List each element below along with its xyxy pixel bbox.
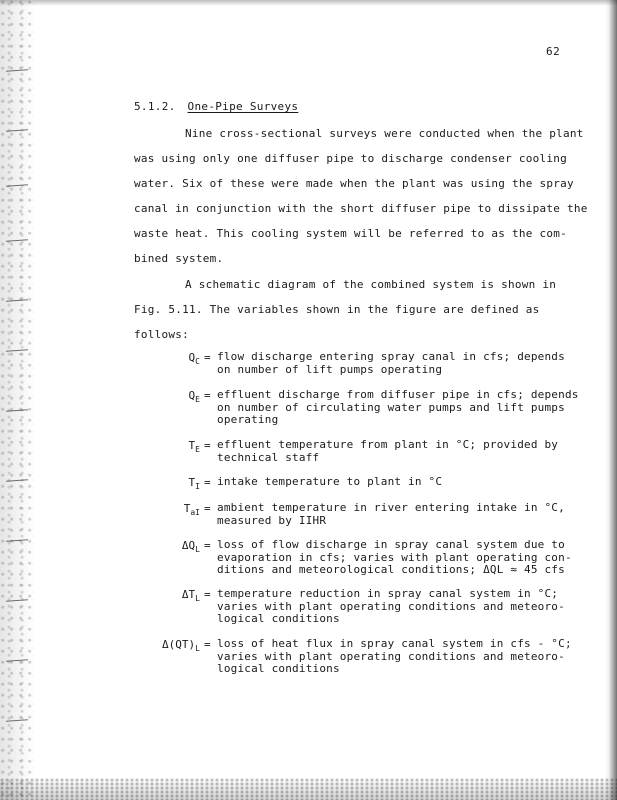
scan-bottom-edge [0,778,617,800]
paragraph-line: Nine cross-sectional surveys were conducted when the plant [185,127,584,140]
definition-text: loss of flow discharge in spray canal system due to evaporation in cfs; varies with plant operating con- ditions and meteorological conditions; ΔQL ≈ 45 cfs [217,538,572,576]
definition-equals: = [204,588,211,601]
definition-symbol: $\Delta T_L$ [181,588,200,603]
definition-equals: = [204,476,211,489]
paragraph-line: was using only one diffuser pipe to discharge condenser cooling [134,152,567,165]
paragraph-line: follows: [134,328,189,341]
page-number: 62 [546,45,561,58]
scan-top-edge [0,0,617,6]
definition-text: intake temperature to plant in °C [217,475,443,488]
scan-left-edge [0,0,34,800]
definition-symbol: $T_I$ [188,476,200,491]
paragraph-line: water. Six of these were made when the plant was using the spray [134,177,574,190]
definition-equals: = [204,638,211,651]
definition-symbol: $T_E$ [188,439,200,454]
definition-text: effluent temperature from plant in °C; provided by technical staff [217,438,559,464]
definition-text: ambient temperature in river entering intake in °C, measured by IIHR [217,501,565,527]
definition-text: loss of heat flux in spray canal system in cfs - °C; varies with plant operating conditions and meteoro- logical conditions [217,637,572,675]
section-number: 5.1.2. [134,100,176,113]
definition-text: temperature reduction in spray canal system in °C; varies with plant operating conditions and meteoro- logical conditions [217,587,565,625]
definition-equals: = [204,502,211,515]
scan-right-edge [605,0,617,800]
paragraph-line: A schematic diagram of the combined system is shown in [185,278,557,291]
paragraph-line: Fig. 5.11. The variables shown in the figure are defined as [134,303,540,316]
definition-equals: = [204,389,211,402]
definition-symbol: $Q_C$ [188,351,200,366]
definition-text: flow discharge entering spray canal in cfs; depends on number of lift pumps operating [217,350,565,376]
section-title: One-Pipe Surveys [187,100,299,113]
definition-symbol: $\Delta Q_L$ [181,539,200,554]
definition-symbol: $T_{aI}$ [183,502,200,517]
paragraph-line: waste heat. This cooling system will be referred to as the com- [134,227,567,240]
definition-equals: = [204,539,211,552]
definition-equals: = [204,351,211,364]
definition-text: effluent discharge from diffuser pipe in cfs; depends on number of circulating water pumps and lift pumps operating [217,388,579,426]
definition-symbol: $\Delta(QT)_L$ [162,638,200,653]
definition-equals: = [204,439,211,452]
section-heading [134,100,298,113]
definition-symbol: $Q_E$ [188,389,200,404]
paragraph-line: bined system. [134,252,224,265]
paragraph-line: canal in conjunction with the short diffuser pipe to dissipate the [134,202,588,215]
